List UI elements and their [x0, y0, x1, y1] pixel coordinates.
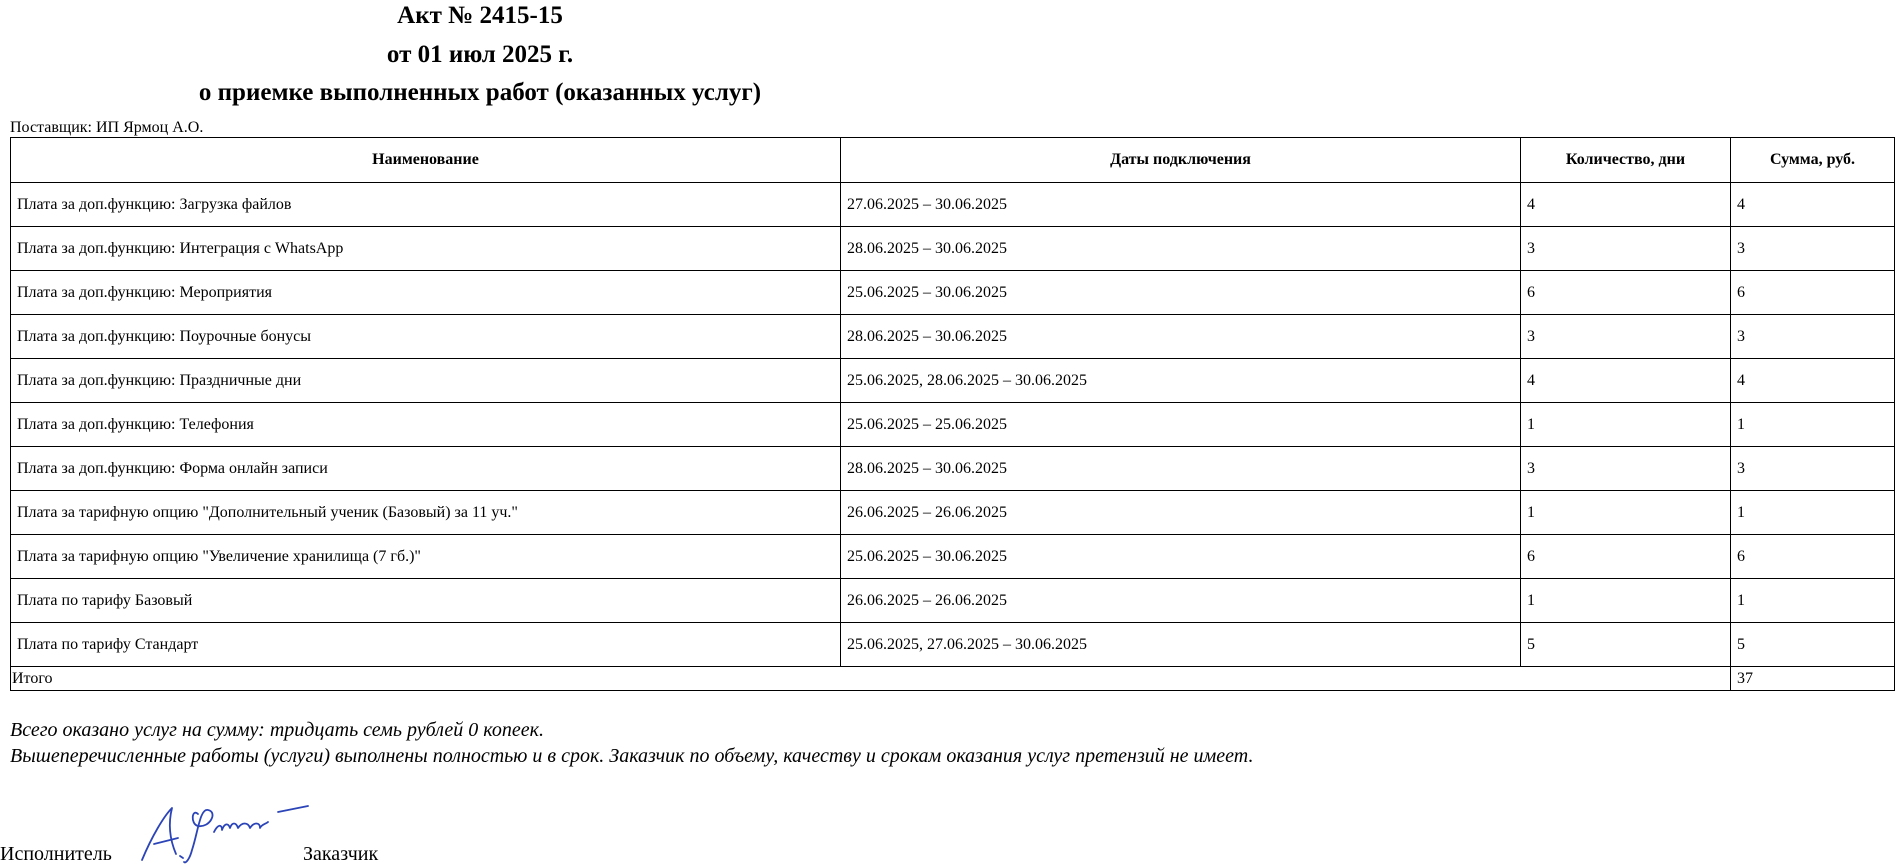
table-row	[11, 535, 1895, 579]
cell-days: 3	[1521, 315, 1731, 359]
summary-statement-line: Вышеперечисленные работы (услуги) выполнены полностью и в срок. Заказчик по объему, качеству и срокам оказания услуг претензий не имеет.	[10, 745, 1254, 767]
cell-days: 3	[1521, 447, 1731, 491]
cell-days: 1	[1521, 579, 1731, 623]
cell-name: Плата за тарифную опцию "Увеличение хранилища (7 гб.)"	[11, 535, 841, 579]
cell-sum: 1	[1731, 403, 1895, 447]
total-value: 37	[1731, 667, 1895, 691]
cell-dates: 25.06.2025 – 30.06.2025	[841, 271, 1521, 315]
cell-days: 3	[1521, 227, 1731, 271]
cell-dates: 28.06.2025 – 30.06.2025	[841, 227, 1521, 271]
table-row	[11, 623, 1895, 667]
cell-name: Плата за тарифную опцию "Дополнительный ученик (Базовый) за 11 уч."	[11, 491, 841, 535]
act-subject-title: о приемке выполненных работ (оказанных услуг)	[198, 79, 762, 106]
cell-name: Плата за доп.функцию: Мероприятия	[11, 271, 841, 315]
customer-label: Заказчик	[303, 843, 379, 865]
cell-days: 6	[1521, 535, 1731, 579]
act-number-title: Акт № 2415-15	[397, 2, 563, 29]
cell-name: Плата за доп.функцию: Форма онлайн записи	[11, 447, 841, 491]
act-date-title: от 01 июл 2025 г.	[386, 41, 574, 68]
services-table	[10, 137, 1895, 691]
cell-name: Плата за доп.функцию: Интеграция с WhatsApp	[11, 227, 841, 271]
cell-sum: 3	[1731, 447, 1895, 491]
table-row	[11, 271, 1895, 315]
cell-days: 1	[1521, 491, 1731, 535]
cell-sum: 4	[1731, 359, 1895, 403]
table-row	[11, 359, 1895, 403]
cell-dates: 26.06.2025 – 26.06.2025	[841, 579, 1521, 623]
cell-sum: 3	[1731, 315, 1895, 359]
cell-sum: 1	[1731, 579, 1895, 623]
column-header-days: Количество, дни	[1521, 138, 1731, 183]
cell-name: Плата за доп.функцию: Загрузка файлов	[11, 183, 841, 227]
cell-dates: 25.06.2025, 27.06.2025 – 30.06.2025	[841, 623, 1521, 667]
cell-dates: 25.06.2025, 28.06.2025 – 30.06.2025	[841, 359, 1521, 403]
table-row	[11, 491, 1895, 535]
cell-dates: 27.06.2025 – 30.06.2025	[841, 183, 1521, 227]
cell-dates: 25.06.2025 – 30.06.2025	[841, 535, 1521, 579]
cell-days: 4	[1521, 359, 1731, 403]
cell-sum: 5	[1731, 623, 1895, 667]
table-row	[11, 403, 1895, 447]
cell-dates: 26.06.2025 – 26.06.2025	[841, 491, 1521, 535]
cell-sum: 6	[1731, 271, 1895, 315]
table-row	[11, 447, 1895, 491]
summary-note	[10, 717, 1894, 769]
cell-name: Плата по тарифу Базовый	[11, 579, 841, 623]
supplier-line: Поставщик: ИП Ярмоц А.О.	[10, 119, 204, 136]
table-body	[11, 183, 1895, 667]
cell-name: Плата за доп.функцию: Телефония	[11, 403, 841, 447]
summary-amount-line: Всего оказано услуг на сумму: тридцать семь рублей 0 копеек.	[10, 719, 545, 741]
cell-sum: 6	[1731, 535, 1895, 579]
column-header-dates: Даты подключения	[841, 138, 1521, 183]
cell-dates: 28.06.2025 – 30.06.2025	[841, 315, 1521, 359]
cell-sum: 4	[1731, 183, 1895, 227]
table-row	[11, 315, 1895, 359]
column-header-sum: Сумма, руб.	[1731, 138, 1895, 183]
cell-days: 6	[1521, 271, 1731, 315]
table-row	[11, 579, 1895, 623]
table-header-row	[11, 138, 1895, 183]
table-row	[11, 227, 1895, 271]
cell-name: Плата по тарифу Стандарт	[11, 623, 841, 667]
document-title	[10, 0, 950, 114]
cell-name: Плата за доп.функцию: Поурочные бонусы	[11, 315, 841, 359]
cell-dates: 28.06.2025 – 30.06.2025	[841, 447, 1521, 491]
cell-sum: 1	[1731, 491, 1895, 535]
column-header-name: Наименование	[11, 138, 841, 183]
executor-label: Исполнитель	[0, 843, 112, 865]
cell-sum: 3	[1731, 227, 1895, 271]
cell-days: 1	[1521, 403, 1731, 447]
total-row	[11, 667, 1895, 691]
total-label: Итого	[11, 667, 1731, 691]
cell-name: Плата за доп.функцию: Праздничные дни	[11, 359, 841, 403]
cell-days: 5	[1521, 623, 1731, 667]
act-document	[10, 0, 1894, 769]
cell-dates: 25.06.2025 – 25.06.2025	[841, 403, 1521, 447]
cell-days: 4	[1521, 183, 1731, 227]
table-row	[11, 183, 1895, 227]
signatures-row	[0, 842, 700, 866]
